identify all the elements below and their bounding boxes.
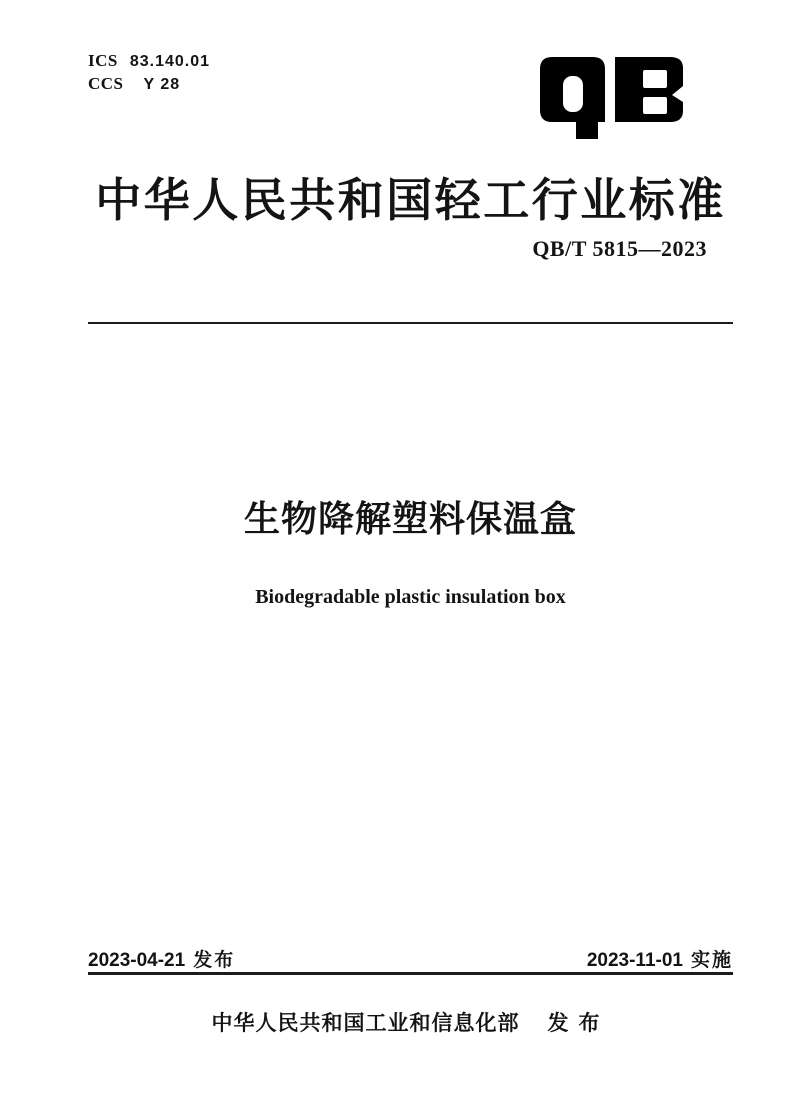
ccs-value: Y 28 [143, 76, 181, 93]
ics-line [88, 50, 210, 73]
title-english: Biodegradable plastic insulation box [255, 586, 566, 608]
title-chinese: 生物降解塑料保温盒 [243, 498, 577, 539]
issue-date [88, 945, 235, 972]
issue-date-value: 2023-04-21 [88, 950, 186, 971]
ccs-label: CCS [88, 74, 124, 93]
ics-value: 83.140.01 [129, 53, 211, 70]
implementation-date [587, 945, 733, 972]
publisher-line [88, 1007, 733, 1037]
ccs-line [88, 73, 210, 96]
publisher-name: 中华人民共和国工业和信息化部 [211, 1012, 520, 1035]
implementation-date-value: 2023-11-01 [586, 950, 683, 971]
qb-logo [540, 57, 683, 139]
qb-logo-graphic [540, 57, 683, 139]
implementation-date-label: 实施 [690, 950, 733, 971]
bottom-rule [88, 972, 733, 975]
ics-label: ICS [88, 51, 118, 70]
dates-row [88, 945, 733, 972]
issue-date-label: 发布 [193, 950, 236, 971]
standard-heading: 中华人民共和国轻工行业标准 [95, 174, 726, 226]
top-rule [88, 322, 733, 324]
standard-number: QB/T 5815—2023 [532, 236, 707, 261]
publisher-issue-label: 发布 [547, 1012, 610, 1035]
ics-ccs-block [88, 50, 210, 96]
